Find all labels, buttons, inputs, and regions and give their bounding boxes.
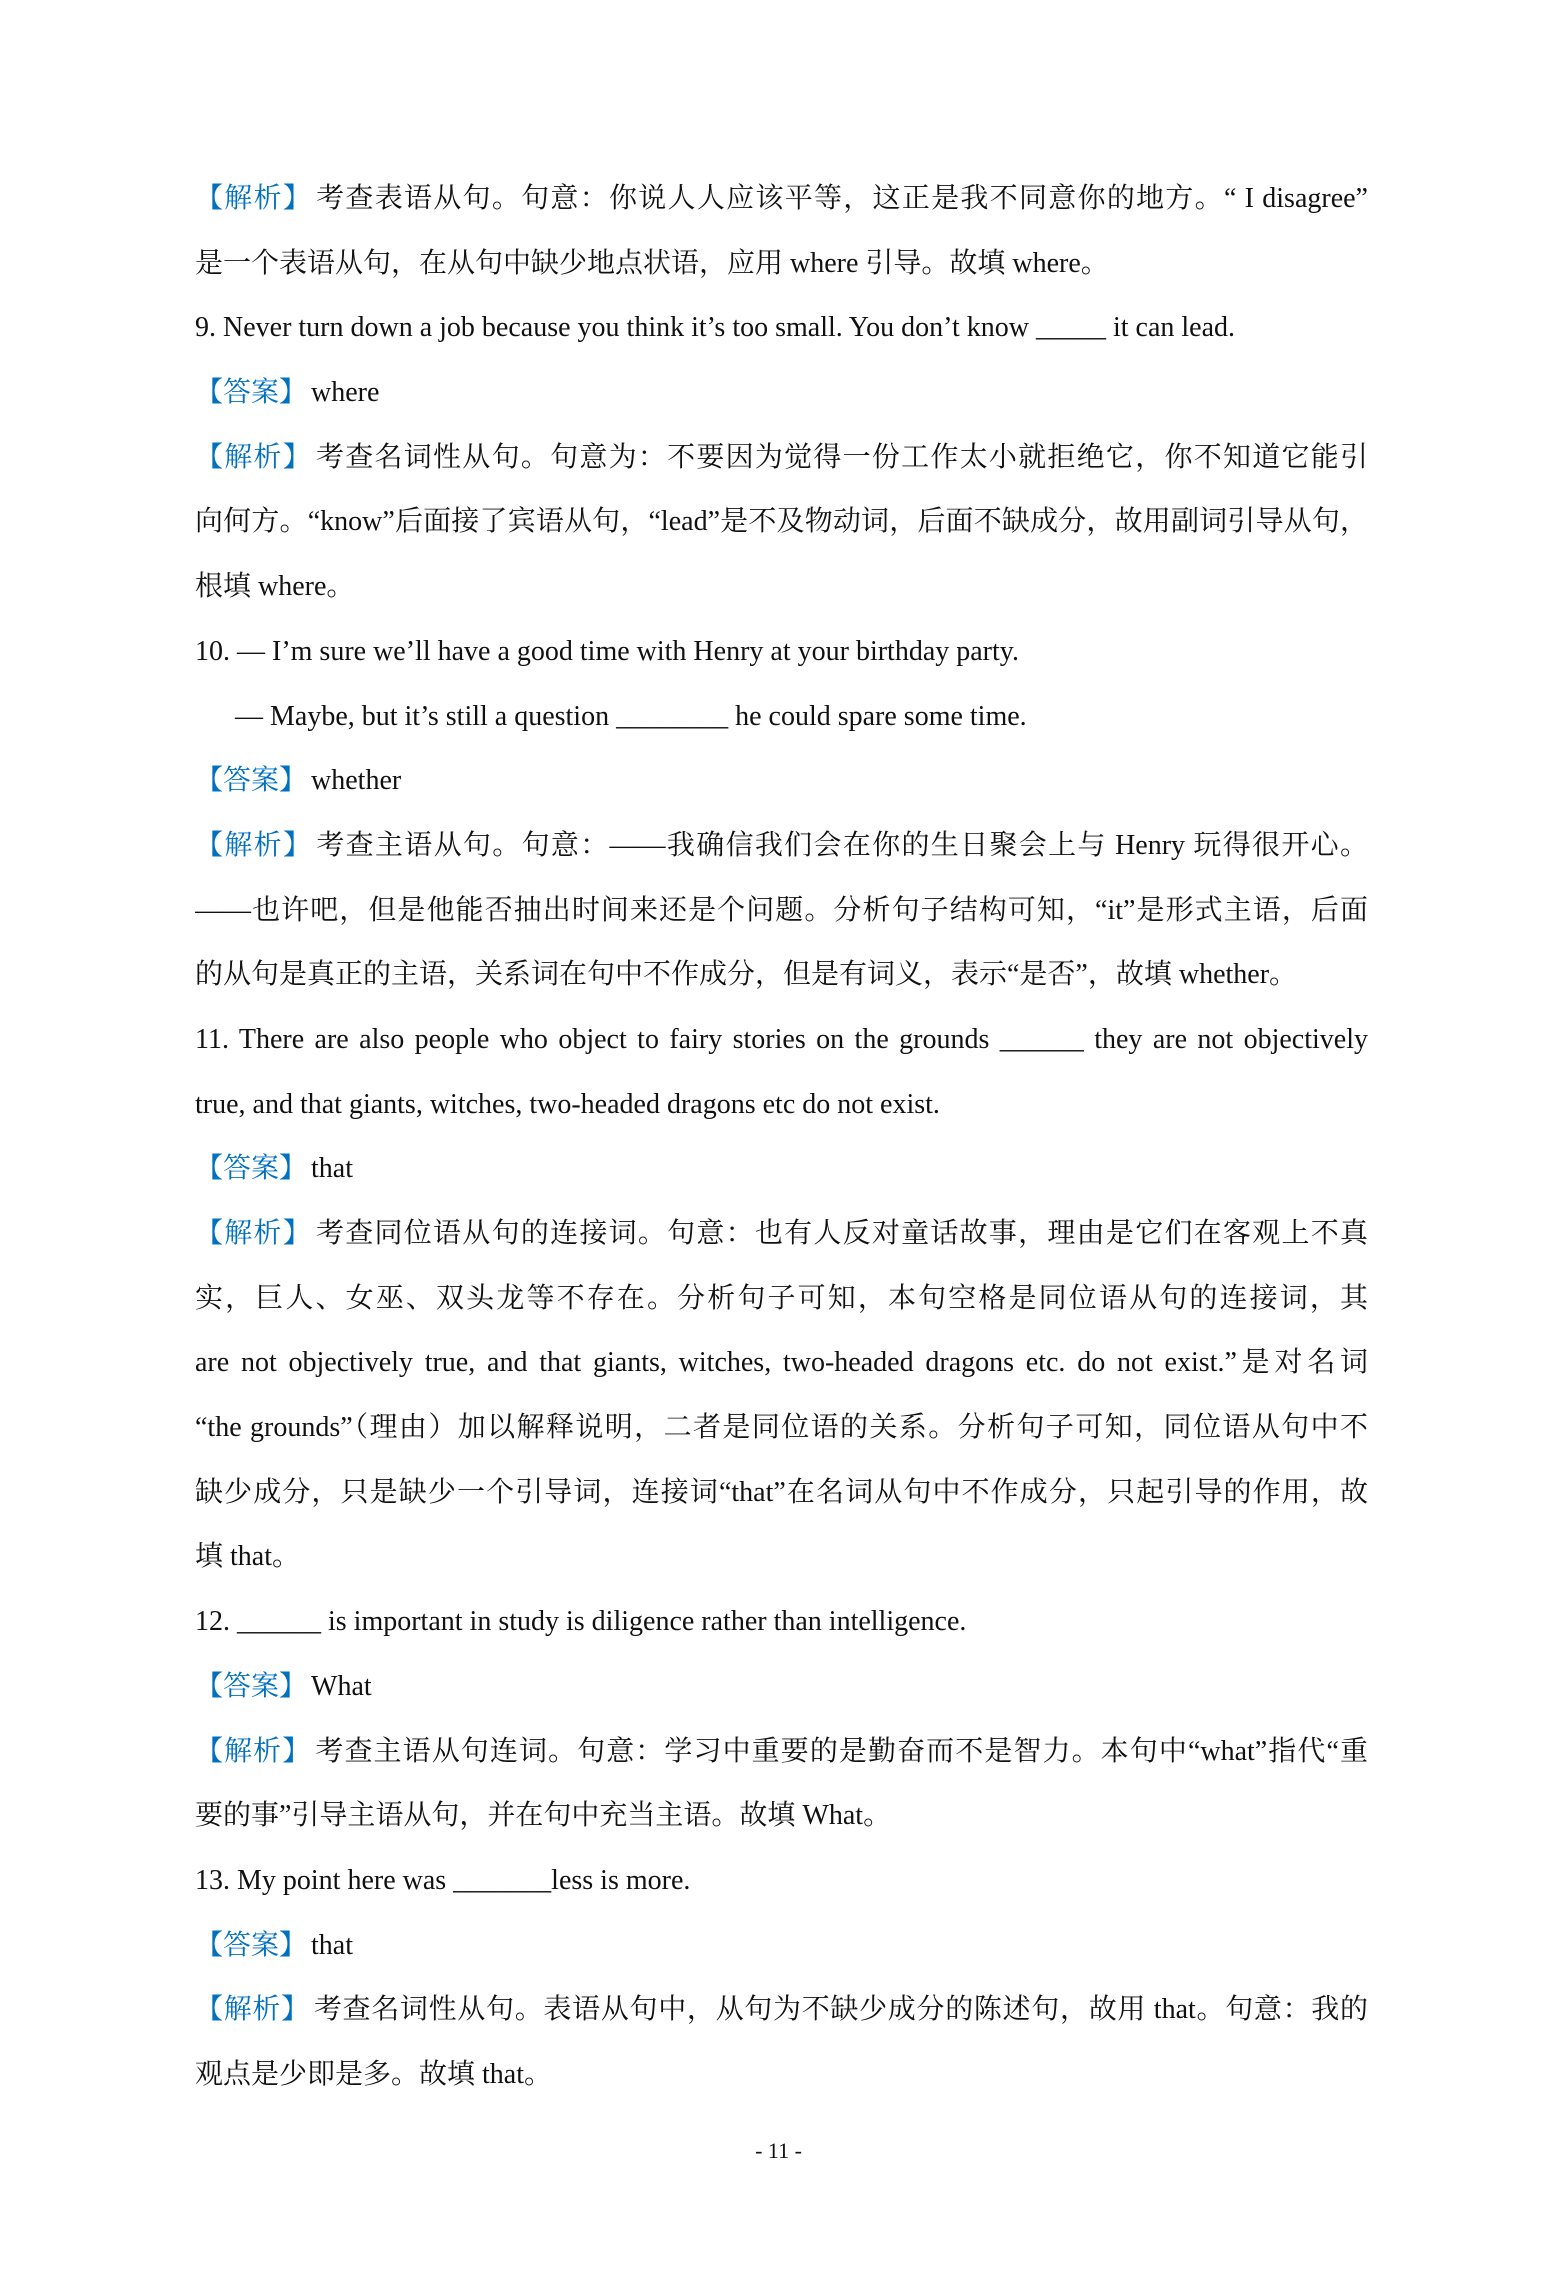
section-label: 【解析】 [195, 829, 313, 861]
answer-line [195, 749, 1368, 814]
text-line [195, 232, 1368, 297]
line-text: that [311, 1153, 354, 1185]
section-label: 【解析】 [195, 1994, 310, 2026]
text-line [195, 879, 1368, 944]
line-text: 考查主语从句。句意：——我确信我们会在你的生日聚会上与 Henry 玩得很开心。 [316, 829, 1368, 861]
line-text: 的从句是真正的主语，关系词在句中不作成分，但是有词义，表示“是否”，故填 whether。 [195, 959, 1298, 991]
analysis-line [195, 426, 1368, 491]
analysis-line [195, 1202, 1368, 1267]
line-text: whether [311, 765, 402, 797]
answer-line [195, 1914, 1368, 1979]
analysis-line [195, 1978, 1368, 2043]
text-line [195, 1525, 1368, 1590]
text-line [195, 685, 1368, 750]
text-line [195, 1396, 1368, 1461]
answer-line [195, 1137, 1368, 1202]
section-label: 【答案】 [195, 1929, 308, 1961]
text-line [195, 2043, 1368, 2108]
line-text: are not objectively true, and that giants, witches, two-headed dragons etc. do not exist.”是对名词 [195, 1347, 1368, 1379]
section-label: 【答案】 [195, 765, 308, 797]
page-number: - 11 - [755, 2138, 802, 2163]
line-text: 9. Never turn down a job because you think it’s too small. You don’t know _____ it can lead. [195, 312, 1236, 344]
line-text: 实，巨人、女巫、双头龙等不存在。分析句子可知，本句空格是同位语从句的连接词，其 [195, 1282, 1368, 1314]
line-text: 考查主语从句连词。句意：学习中重要的是勤奋而不是智力。本句中“what”指代“重 [315, 1735, 1368, 1767]
line-text: 观点是少即是多。故填 that。 [195, 2058, 552, 2090]
section-label: 【解析】 [195, 1218, 313, 1249]
analysis-line [195, 814, 1368, 879]
text-line [195, 296, 1368, 361]
line-text: 填 that。 [195, 1541, 300, 1573]
analysis-line [195, 167, 1368, 232]
text-line [195, 1008, 1368, 1073]
line-text: “the grounds”（理由）加以解释说明，二者是同位语的关系。分析句子可知，同位语从句中不 [195, 1412, 1368, 1444]
line-text: 12. ______ is important in study is diligence rather than intelligence. [195, 1606, 967, 1638]
section-label: 【解析】 [195, 183, 313, 214]
line-text: 11. There are also people who object to fairy stories on the grounds ______ they are not objectively [195, 1023, 1368, 1055]
text-line [195, 1331, 1368, 1396]
text-line [195, 1784, 1368, 1849]
line-text: — Maybe, but it’s still a question ________ he could spare some time. [235, 700, 1027, 732]
section-label: 【解析】 [195, 441, 313, 473]
text-line [195, 1590, 1368, 1655]
answer-line [195, 361, 1368, 426]
line-text: 考查名词性从句。表语从句中，从句为不缺少成分的陈述句，故用 that。句意：我的 [313, 1994, 1368, 2026]
analysis-line [195, 1720, 1368, 1785]
line-text: where [311, 377, 380, 409]
text-line [195, 490, 1368, 555]
line-text: true, and that giants, witches, two-headed dragons etc do not exist. [195, 1088, 940, 1120]
text-line [195, 943, 1368, 1008]
line-text: 根填 where。 [195, 571, 355, 603]
line-text: 是一个表语从句，在从句中缺少地点状语，应用 where 引导。故填 where。 [195, 247, 1109, 279]
line-text: 考查名词性从句。句意为：不要因为觉得一份工作太小就拒绝它，你不知道它能引 [316, 441, 1368, 473]
section-label: 【解析】 [195, 1735, 312, 1767]
line-text: 考查同位语从句的连接词。句意：也有人反对童话故事，理由是它们在客观上不真 [316, 1218, 1368, 1249]
text-line [195, 1461, 1368, 1526]
text-line [195, 1849, 1368, 1914]
line-text: ——也许吧，但是他能否抽出时间来还是个问题。分析句子结构可知，“it”是形式主语，后面 [195, 894, 1368, 926]
line-text: What [311, 1670, 372, 1702]
line-text: 向何方。“know”后面接了宾语从句，“lead”是不及物动词，后面不缺成分，故用副词引导从句， [195, 506, 1368, 538]
section-label: 【答案】 [195, 1153, 308, 1185]
line-text: 考查表语从句。句意：你说人人应该平等，这正是我不同意你的地方。“ I disagree” [316, 183, 1368, 214]
section-label: 【答案】 [195, 1670, 308, 1702]
line-text: 13. My point here was _______less is more. [195, 1864, 691, 1896]
text-line [195, 555, 1368, 620]
section-label: 【答案】 [195, 377, 308, 409]
line-text: 要的事”引导主语从句，并在句中充当主语。故填 What。 [195, 1800, 892, 1832]
text-line [195, 620, 1368, 685]
line-text: that [311, 1929, 354, 1961]
line-text: 10. — I’m sure we’ll have a good time with Henry at your birthday party. [195, 635, 1019, 667]
document-body [195, 167, 1368, 2108]
answer-line [195, 1655, 1368, 1720]
text-line [195, 1073, 1368, 1138]
line-text: 缺少成分，只是缺少一个引导词，连接词“that”在名词从句中不作成分，只起引导的作用，故 [195, 1476, 1368, 1508]
text-line [195, 1267, 1368, 1332]
